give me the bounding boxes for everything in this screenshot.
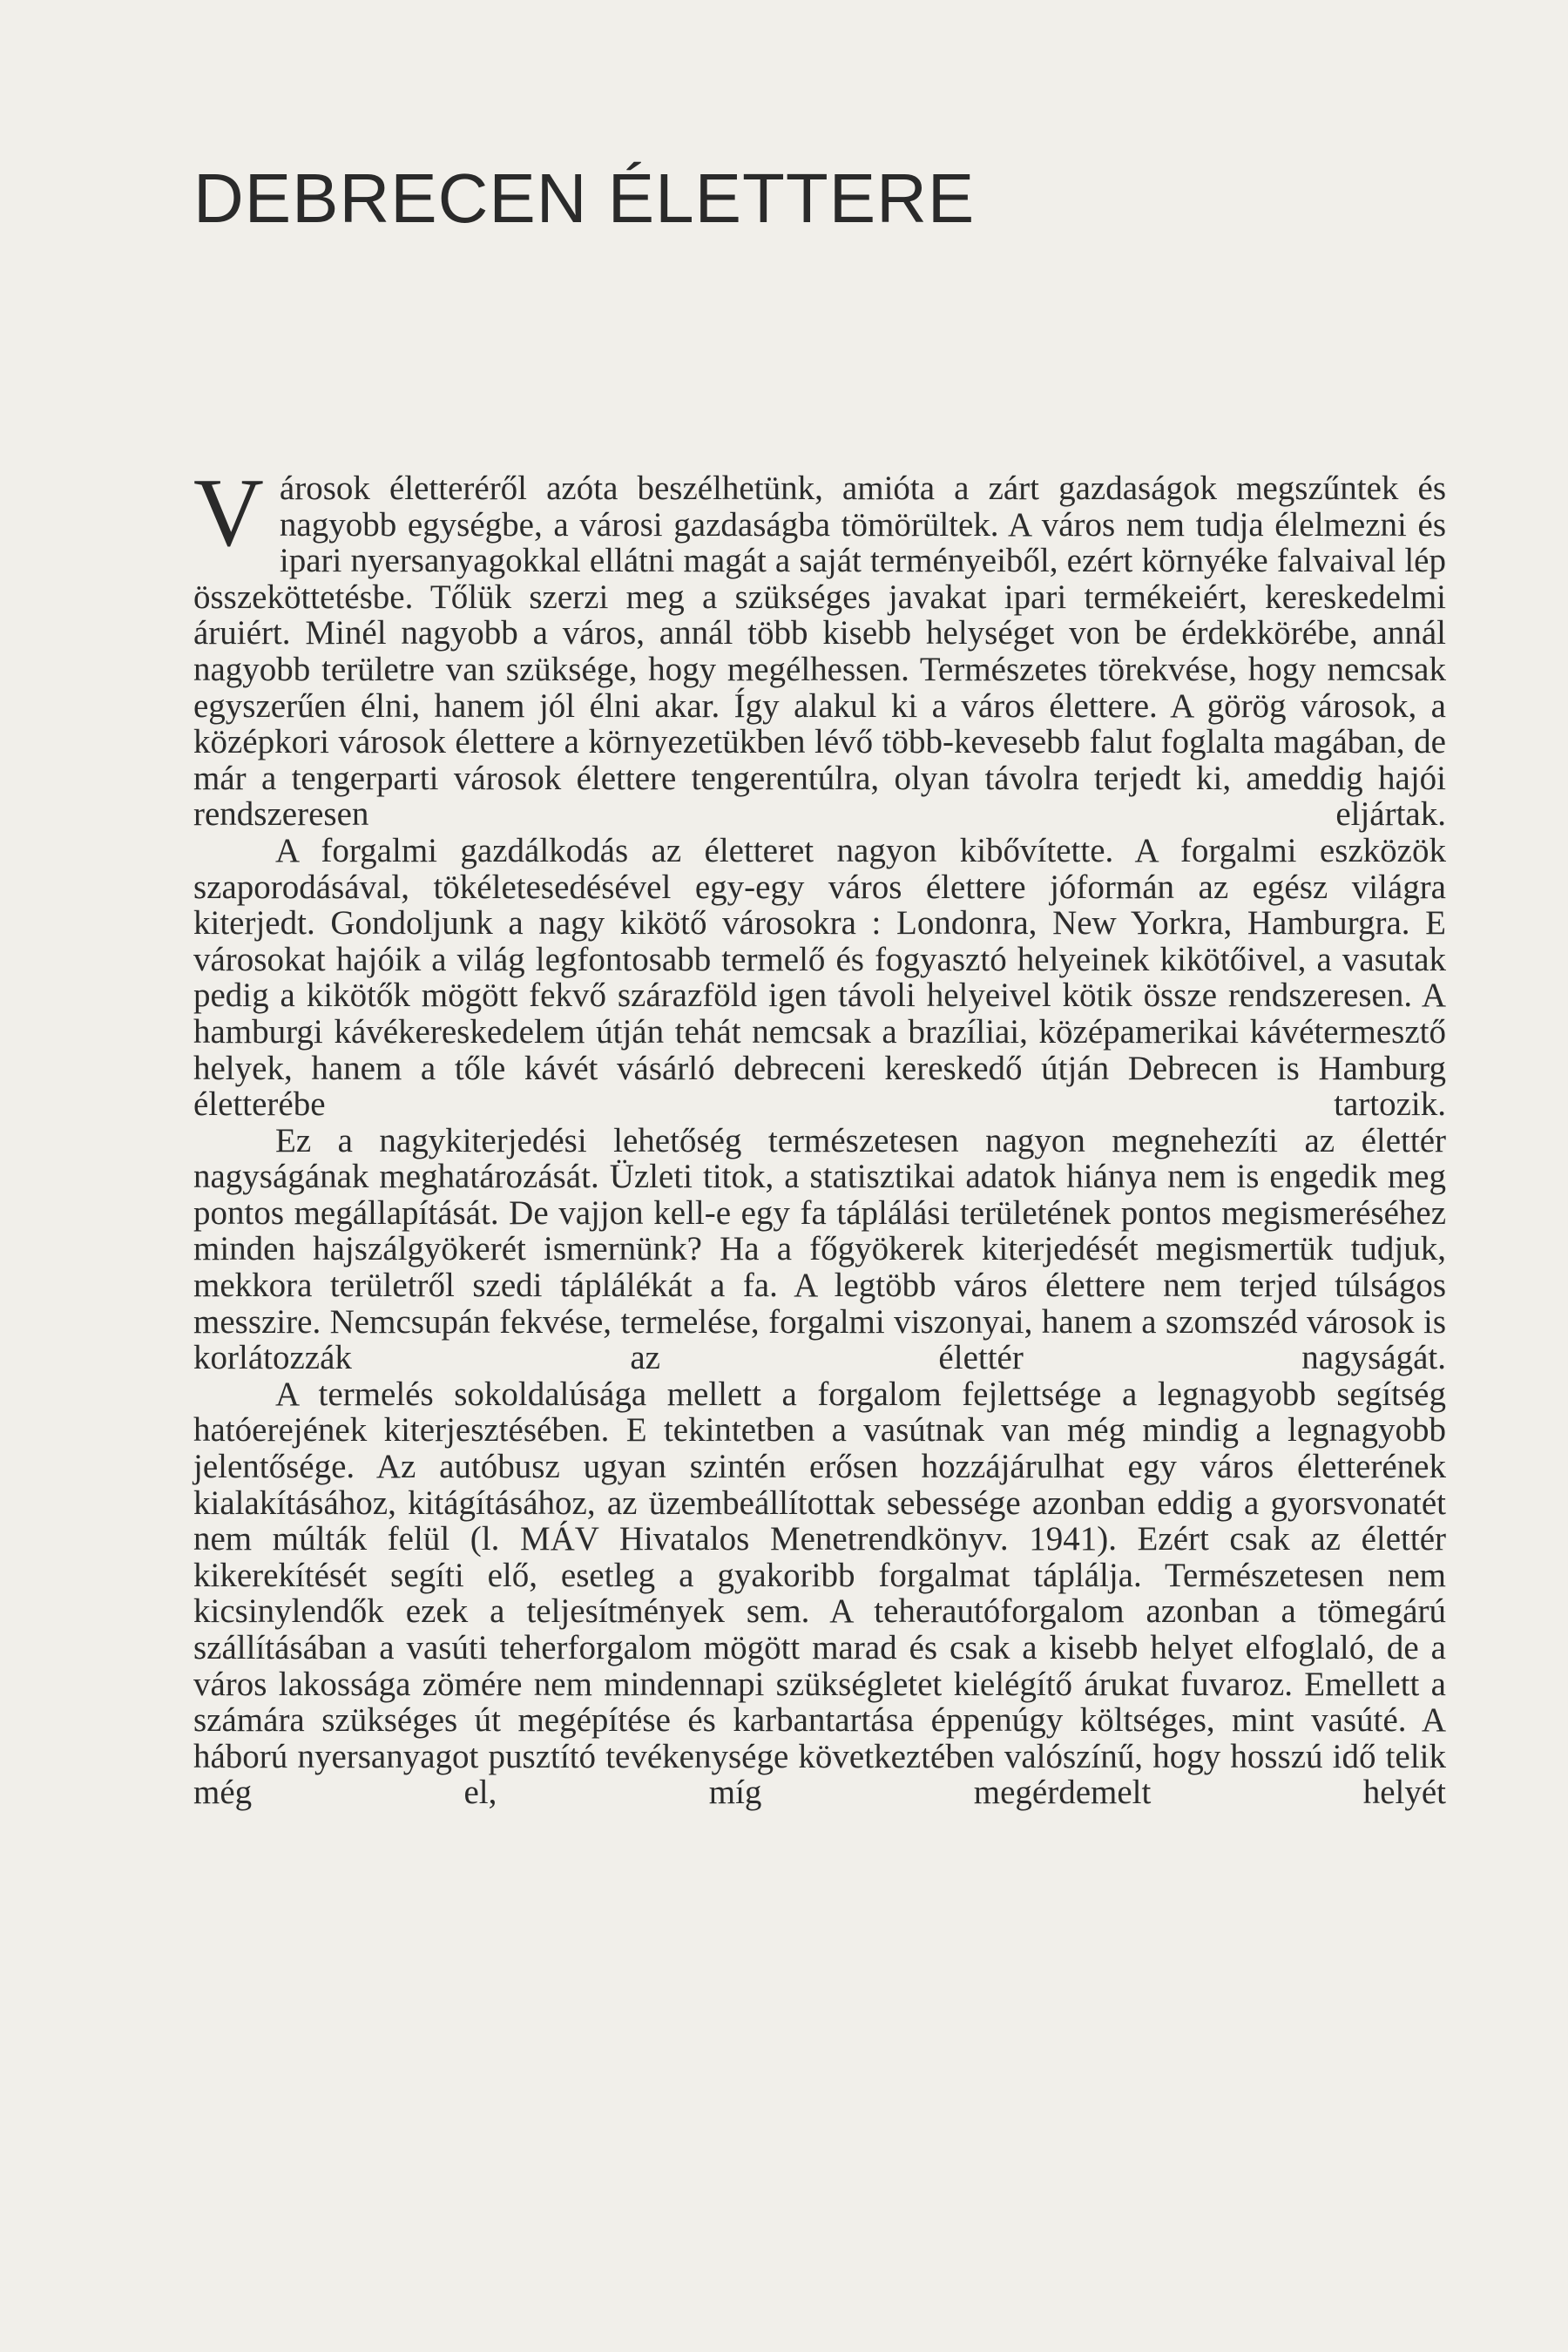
paragraph-3: Ez a nagykiterjedési lehetőség természetesen nagyon megnehezíti az élettér nagyságának meghatározását. Üzleti titok, a statisztikai adatok hiánya nem is engedik meg pontos megállapítását. De vajjon kell-e egy fa táplálási területének pontos megismeréséhez minden hajszálgyökerét ismernünk? Ha a főgyökerek kiterjedését megismertük tudjuk, mekkora területről szedi táplálékát a fa. A legtöbb város élettere nem terjed túlságos messzire. Nemcsupán fekvése, termelése, forgalmi viszonyai, hanem a szomszéd városok is korlátozzák az élettér nagyságát. — [193, 1121, 1446, 1377]
paragraph-1 — [193, 459, 1446, 834]
paragraph-1-text: árosok életteréről azóta beszélhetünk, amióta a zárt gazdaságok megszűntek és nagyobb egységbe, a városi gazdaságba tömörültek. A város nem tudja élelmezni és ipari nyersanyagokkal ellátni magát a saját terményeiből, ezért környéke falvaival lép összeköttetésbe. Tőlük szerzi meg a szükséges javakat ipari termékeiért, kereskedelmi áruiért. Minél nagyobb a város, annál több kisebb helységet von be érdekkörébe, annál nagyobb területre van szüksége, hogy megélhessen. Természetes törekvése, hogy nemcsak egyszerűen élni, hanem jól élni akar. Így alakul ki a város élettere. A görög városok, a középkori városok élettere a környezetükben lévő több-kevesebb falut foglalta magában, de már a tengerparti városok élettere tengerentúlra, olyan távolra terjedt ki, ameddig hajói rendszeresen eljártak. — [193, 470, 1446, 834]
drop-cap: V — [193, 459, 264, 567]
chapter-title: DEBRECEN ÉLETTERE — [193, 159, 976, 237]
paragraph-4: A termelés sokoldalúsága mellett a forgalom fejlettsége a legnagyobb segítség hatóerejének kiterjesztésében. E tekintetben a vasútnak van még mindig a legnagyobb jelentősége. Az autóbusz ugyan szintén erősen hozzájárulhat egy város életterének kialakításához, kitágításához, az üzembeállítottak sebessége azonban eddig a gyorsvonatét nem múlták felül (l. MÁV Hivatalos Menetrendkönyv. 1941). Ezért csak az élettér kikerekítését segíti elő, esetleg a gyakoribb forgalmat táplálja. Természetesen nem kicsinylendők ezek a teljesítmények sem. A teherautóforgalom azonban a tömegárú szállításában a vasúti teherforgalom mögött marad és csak a kisebb helyet elfoglaló, de a város lakossága zömére nem mindennapi szükségletet kielégítő árukat fuvaroz. Emellett a számára szükséges út megépítése és karbantartása éppenúgy költséges, mint vasúté. A háború nyersanyagot pusztító tevékenysége következtében valószínű, hogy hosszú idő telik még el, míg megérdemelt helyét — [193, 1375, 1446, 1812]
chapter-body — [193, 459, 1446, 1812]
paragraph-2: A forgalmi gazdálkodás az életteret nagyon kibővítette. A forgalmi eszközök szaporodásával, tökéletesedésével egy-egy város élettere jóformán az egész világra kiterjedt. Gondoljunk a nagy kikötő városokra : Londonra, New Yorkra, Hamburgra. E városokat hajóik a világ legfontosabb termelő és fogyasztó helyeinek kikötőivel, a vasutak pedig a kikötők mögött fekvő szárazföld igen távoli helyeivel kötik össze rendszeresen. A hamburgi kávékereskedelem útján tehát nemcsak a brazíliai, középamerikai kávétermesztő helyek, hanem a tőle kávét vásárló debreceni kereskedő útján Debrecen is Hamburg életterébe tartozik. — [193, 831, 1446, 1124]
